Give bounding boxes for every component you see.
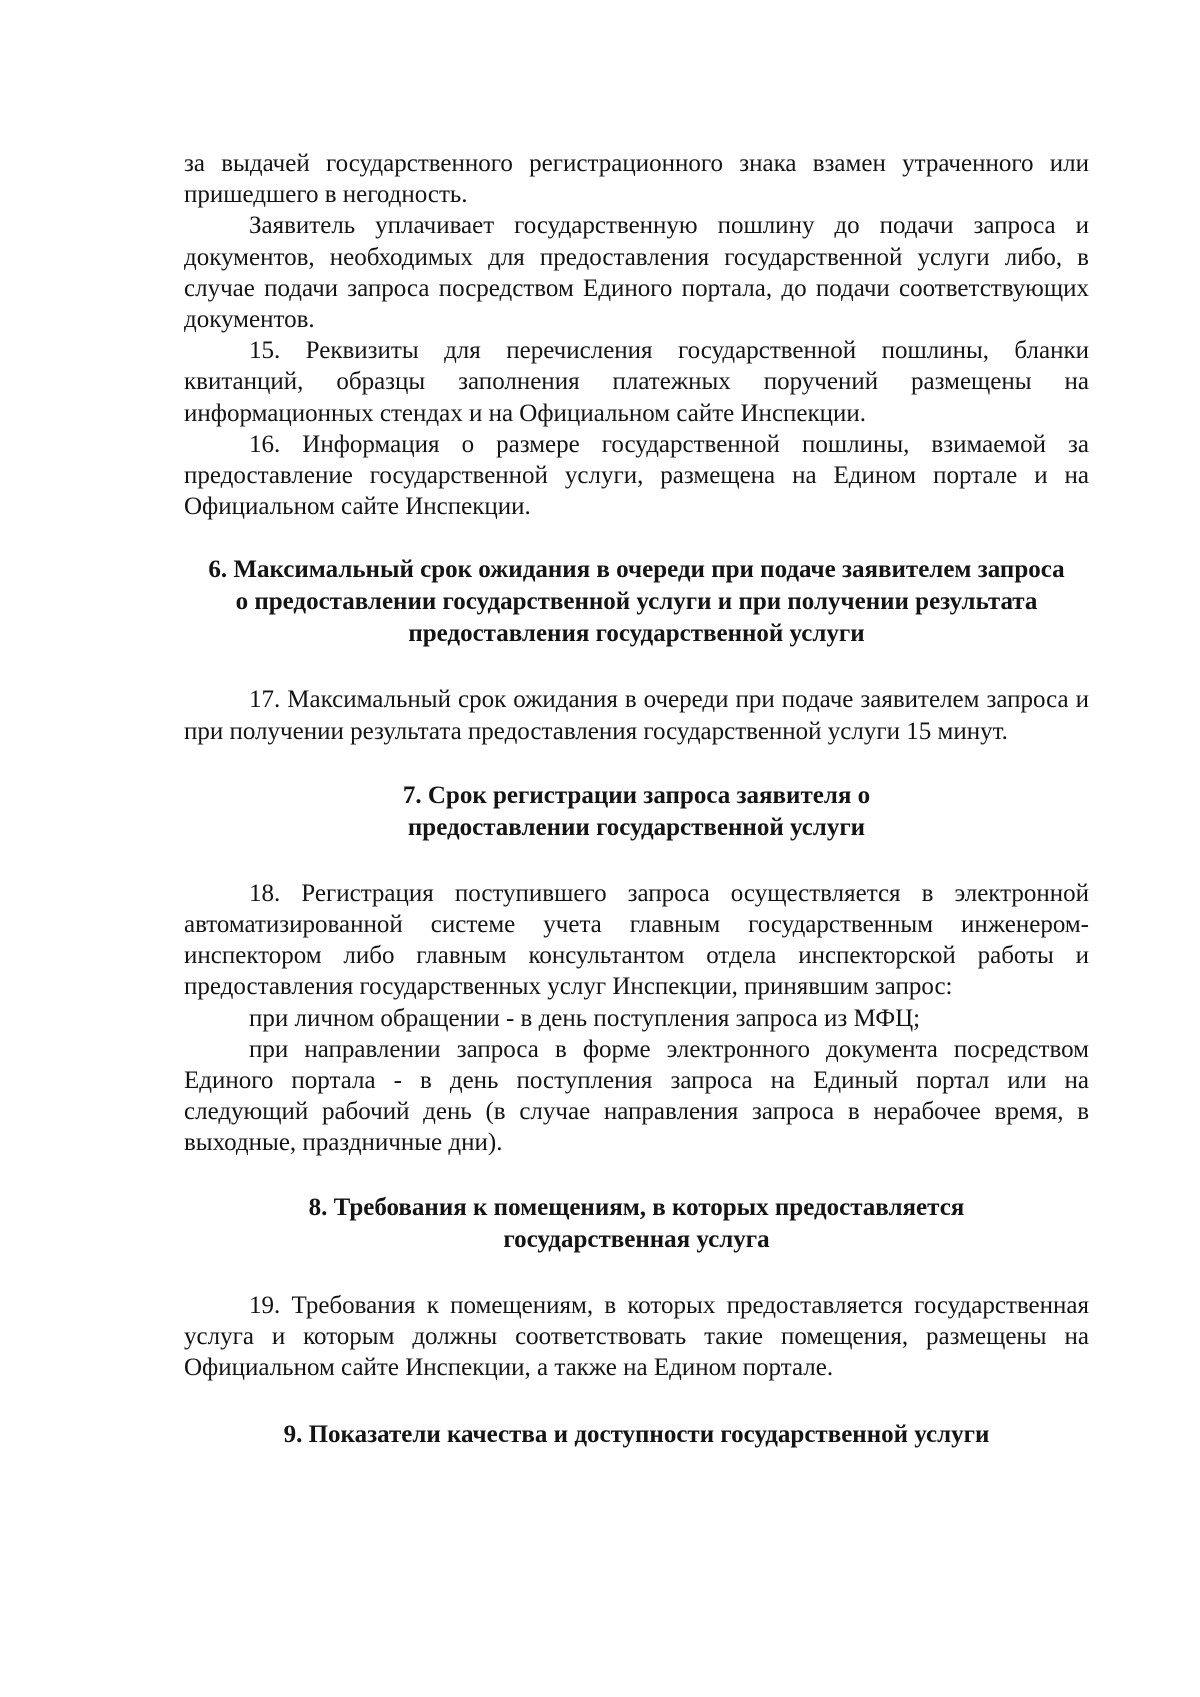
document-body — [184, 148, 1089, 1451]
section-heading-8: 8. Требования к помещениям, в которых предоставляется государственная услуга — [308, 1193, 965, 1253]
paragraph-18-item-electronic: при направлении запроса в форме электронного документа посредством Единого портала - в день поступления запроса на Единый портал или на следующий рабочий день (в случае направления запроса в нерабочее время, в выходные, праздничные дни). — [184, 1035, 1089, 1157]
section-heading-6: 6. Максимальный срок ожидания в очереди при подаче заявителем запроса о предоставлении государственной услуги и при получении результата предоставления государственной услуги — [208, 556, 1065, 648]
paragraph-18-item-personal: при личном обращении - в день поступления запроса из МФЦ; — [249, 1004, 921, 1032]
paragraph-19: 19. Требования к помещениям, в которых предоставляется государственная услуга и которым должны соответствовать такие помещения, размещены на Официальном сайте Инспекции, а также на Едином портале. — [184, 1291, 1089, 1382]
paragraph-fee: Заявитель уплачивает государственную пошлину до подачи запроса и документов, необходимых для предоставления государственной услуги либо, в случае подачи запроса посредством Единого портала, до подачи соответствующих документов. — [184, 212, 1089, 334]
paragraph-17: 17. Максимальный срок ожидания в очереди при подаче заявителем запроса и при получении результата предоставления государственной услуги 15 минут. — [184, 686, 1089, 745]
paragraph-18: 18. Регистрация поступившего запроса осуществляется в электронной автоматизированной системе учета главным государственным инженером-инспектором либо главным консультантом отдела инспекторской работы и предоставления государственных услуг Инспекции, принявшим запрос: — [184, 879, 1089, 1001]
paragraph-15: 15. Реквизиты для перечисления государственной пошлины, бланки квитанций, образцы заполнения платежных поручений размещены на информационных стендах и на Официальном сайте Инспекции. — [184, 337, 1089, 427]
section-heading-9: 9. Показатели качества и доступности государственной услуги — [283, 1421, 990, 1449]
section-heading-7: 7. Срок регистрации запроса заявителя о предоставлении государственной услуги — [402, 781, 871, 841]
paragraph-intro: за выдачей государственного регистрационного знака взамен утраченного или пришедшего в негодность. — [184, 150, 1089, 209]
paragraph-16: 16. Информация о размере государственной пошлины, взимаемой за предоставление государственной услуги, размещена на Едином портале и на Официальном сайте Инспекции. — [184, 430, 1089, 521]
